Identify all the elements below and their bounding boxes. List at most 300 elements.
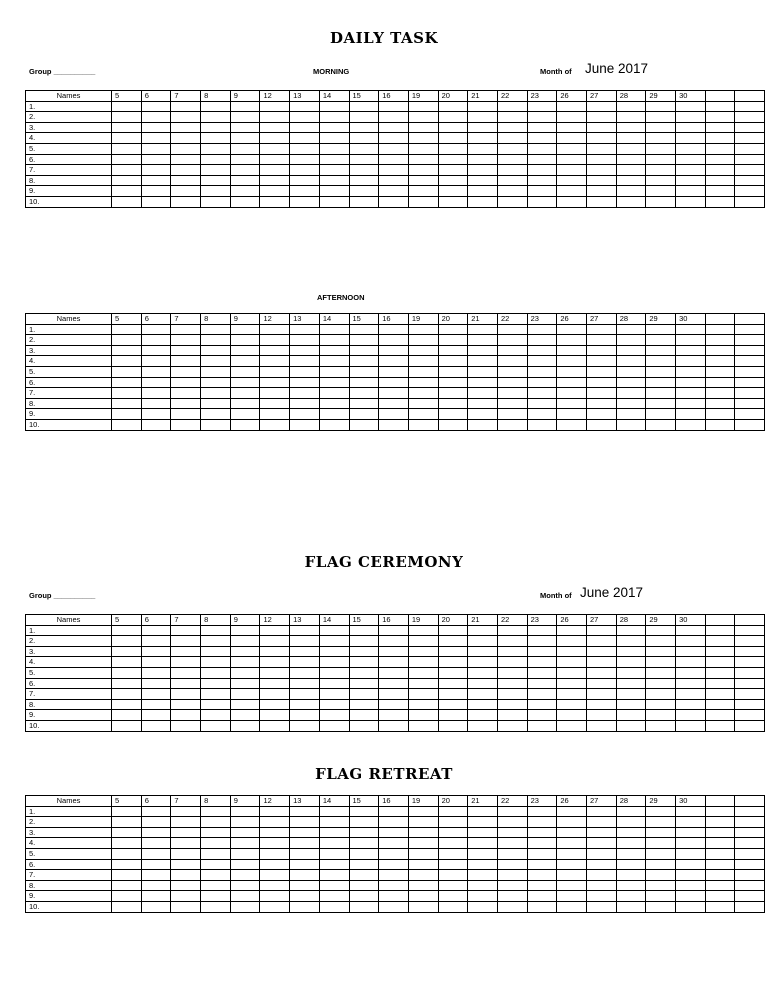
attendance-cell: [319, 678, 349, 689]
attendance-cell: [112, 154, 142, 165]
attendance-cell: [468, 324, 498, 335]
attendance-cell: [290, 657, 320, 668]
flag-retreat-table: [25, 795, 765, 913]
attendance-cell: [290, 646, 320, 657]
attendance-cell: [735, 636, 765, 647]
attendance-cell: [379, 667, 409, 678]
row-number: 5.: [26, 667, 112, 678]
attendance-cell: [735, 689, 765, 700]
attendance-cell: [527, 388, 557, 399]
attendance-cell: [587, 859, 617, 870]
attendance-cell: [557, 143, 587, 154]
attendance-cell: [349, 377, 379, 388]
attendance-cell: [616, 880, 646, 891]
attendance-cell: [112, 699, 142, 710]
attendance-cell: [616, 838, 646, 849]
row-number: 2.: [26, 112, 112, 123]
attendance-cell: [379, 870, 409, 881]
day-header: 5: [112, 91, 142, 102]
attendance-cell: [646, 122, 676, 133]
attendance-cell: [349, 806, 379, 817]
attendance-cell: [557, 398, 587, 409]
attendance-cell: [349, 636, 379, 647]
attendance-cell: [438, 345, 468, 356]
table-row: [26, 122, 765, 133]
attendance-cell: [260, 838, 290, 849]
attendance-cell: [468, 806, 498, 817]
attendance-cell: [735, 870, 765, 881]
attendance-cell: [230, 143, 260, 154]
attendance-cell: [646, 186, 676, 197]
attendance-cell: [735, 817, 765, 828]
attendance-cell: [557, 101, 587, 112]
attendance-cell: [646, 710, 676, 721]
attendance-cell: [201, 175, 231, 186]
attendance-cell: [438, 678, 468, 689]
attendance-cell: [735, 848, 765, 859]
attendance-cell: [438, 880, 468, 891]
attendance-cell: [260, 133, 290, 144]
attendance-cell: [438, 720, 468, 731]
attendance-cell: [379, 101, 409, 112]
attendance-cell: [171, 689, 201, 700]
attendance-cell: [408, 710, 438, 721]
row-number: 7.: [26, 388, 112, 399]
row-number: 5.: [26, 848, 112, 859]
attendance-cell: [646, 806, 676, 817]
attendance-cell: [349, 678, 379, 689]
table-row: [26, 806, 765, 817]
attendance-cell: [349, 133, 379, 144]
table-row: [26, 398, 765, 409]
table-header-row: [26, 796, 765, 807]
attendance-cell: [290, 324, 320, 335]
attendance-cell: [171, 657, 201, 668]
attendance-cell: [557, 154, 587, 165]
attendance-cell: [527, 625, 557, 636]
attendance-cell: [319, 699, 349, 710]
day-header: 16: [379, 796, 409, 807]
attendance-cell: [141, 689, 171, 700]
attendance-cell: [676, 409, 706, 420]
attendance-cell: [290, 133, 320, 144]
attendance-cell: [230, 175, 260, 186]
day-header: 29: [646, 615, 676, 626]
attendance-cell: [112, 324, 142, 335]
attendance-cell: [497, 101, 527, 112]
attendance-cell: [468, 699, 498, 710]
attendance-cell: [349, 186, 379, 197]
attendance-cell: [379, 324, 409, 335]
attendance-cell: [557, 848, 587, 859]
attendance-cell: [587, 366, 617, 377]
attendance-cell: [230, 398, 260, 409]
attendance-cell: [349, 356, 379, 367]
attendance-cell: [557, 356, 587, 367]
table-row: [26, 377, 765, 388]
attendance-cell: [468, 720, 498, 731]
attendance-cell: [735, 388, 765, 399]
attendance-cell: [468, 817, 498, 828]
attendance-cell: [319, 657, 349, 668]
attendance-cell: [201, 356, 231, 367]
attendance-cell: [379, 657, 409, 668]
attendance-cell: [438, 154, 468, 165]
attendance-cell: [349, 901, 379, 912]
attendance-cell: [497, 419, 527, 430]
day-header: 19: [408, 615, 438, 626]
attendance-cell: [735, 175, 765, 186]
table-row: [26, 678, 765, 689]
attendance-cell: [230, 880, 260, 891]
attendance-cell: [171, 646, 201, 657]
attendance-cell: [527, 154, 557, 165]
attendance-cell: [230, 165, 260, 176]
attendance-cell: [141, 165, 171, 176]
attendance-cell: [705, 646, 735, 657]
attendance-cell: [141, 848, 171, 859]
attendance-cell: [230, 324, 260, 335]
day-header: 26: [557, 91, 587, 102]
attendance-cell: [141, 817, 171, 828]
attendance-cell: [557, 689, 587, 700]
attendance-cell: [260, 848, 290, 859]
attendance-cell: [141, 870, 171, 881]
attendance-cell: [468, 143, 498, 154]
attendance-cell: [112, 398, 142, 409]
day-header: 12: [260, 615, 290, 626]
daily-task-month-label: Month of: [540, 67, 572, 76]
attendance-cell: [112, 419, 142, 430]
attendance-cell: [616, 699, 646, 710]
attendance-cell: [230, 419, 260, 430]
attendance-cell: [349, 827, 379, 838]
attendance-cell: [527, 377, 557, 388]
attendance-cell: [735, 366, 765, 377]
attendance-cell: [587, 388, 617, 399]
attendance-cell: [319, 848, 349, 859]
day-header: 8: [201, 91, 231, 102]
attendance-cell: [349, 817, 379, 828]
day-header: 8: [201, 796, 231, 807]
attendance-cell: [616, 165, 646, 176]
attendance-cell: [705, 817, 735, 828]
attendance-cell: [112, 657, 142, 668]
attendance-cell: [290, 165, 320, 176]
attendance-cell: [468, 657, 498, 668]
attendance-cell: [646, 827, 676, 838]
row-number: 7.: [26, 689, 112, 700]
attendance-cell: [260, 154, 290, 165]
table-row: [26, 817, 765, 828]
attendance-cell: [290, 817, 320, 828]
attendance-cell: [349, 689, 379, 700]
attendance-cell: [260, 678, 290, 689]
attendance-cell: [408, 720, 438, 731]
attendance-cell: [735, 377, 765, 388]
day-header: 15: [349, 615, 379, 626]
attendance-cell: [319, 806, 349, 817]
attendance-cell: [141, 678, 171, 689]
attendance-cell: [527, 646, 557, 657]
attendance-cell: [201, 186, 231, 197]
attendance-cell: [141, 122, 171, 133]
afternoon-label: AFTERNOON: [317, 293, 365, 302]
attendance-cell: [349, 165, 379, 176]
attendance-cell: [171, 720, 201, 731]
day-header: [735, 615, 765, 626]
attendance-cell: [171, 143, 201, 154]
attendance-cell: [616, 901, 646, 912]
attendance-cell: [141, 345, 171, 356]
attendance-cell: [349, 324, 379, 335]
attendance-cell: [260, 101, 290, 112]
attendance-cell: [616, 848, 646, 859]
day-header: 16: [379, 91, 409, 102]
attendance-cell: [497, 646, 527, 657]
attendance-cell: [290, 806, 320, 817]
attendance-cell: [260, 377, 290, 388]
attendance-cell: [616, 657, 646, 668]
attendance-cell: [379, 409, 409, 420]
day-header: 7: [171, 796, 201, 807]
attendance-cell: [319, 335, 349, 346]
row-number: 2.: [26, 817, 112, 828]
attendance-cell: [676, 880, 706, 891]
attendance-cell: [112, 625, 142, 636]
attendance-cell: [676, 388, 706, 399]
attendance-cell: [676, 689, 706, 700]
attendance-cell: [587, 848, 617, 859]
attendance-cell: [557, 870, 587, 881]
attendance-cell: [379, 335, 409, 346]
table-row: [26, 154, 765, 165]
attendance-cell: [319, 880, 349, 891]
day-header: 9: [230, 314, 260, 325]
attendance-cell: [112, 710, 142, 721]
attendance-cell: [112, 112, 142, 123]
day-header: 8: [201, 615, 231, 626]
attendance-cell: [438, 409, 468, 420]
attendance-cell: [616, 710, 646, 721]
day-header: 22: [497, 615, 527, 626]
attendance-cell: [468, 625, 498, 636]
day-header: 27: [587, 91, 617, 102]
attendance-cell: [646, 901, 676, 912]
attendance-cell: [408, 101, 438, 112]
attendance-cell: [705, 880, 735, 891]
attendance-cell: [408, 625, 438, 636]
attendance-cell: [587, 678, 617, 689]
attendance-cell: [676, 175, 706, 186]
attendance-cell: [112, 720, 142, 731]
day-header: [735, 796, 765, 807]
attendance-cell: [319, 838, 349, 849]
attendance-cell: [587, 699, 617, 710]
attendance-cell: [705, 636, 735, 647]
attendance-cell: [349, 101, 379, 112]
attendance-cell: [676, 133, 706, 144]
row-number: 6.: [26, 859, 112, 870]
attendance-cell: [646, 891, 676, 902]
attendance-cell: [319, 366, 349, 377]
attendance-cell: [379, 133, 409, 144]
attendance-cell: [290, 419, 320, 430]
attendance-cell: [349, 710, 379, 721]
attendance-cell: [201, 689, 231, 700]
row-number: 10.: [26, 901, 112, 912]
attendance-cell: [230, 817, 260, 828]
attendance-cell: [438, 366, 468, 377]
attendance-cell: [468, 409, 498, 420]
table-row: [26, 196, 765, 207]
attendance-cell: [527, 870, 557, 881]
attendance-cell: [290, 838, 320, 849]
row-number: 9.: [26, 891, 112, 902]
attendance-cell: [379, 646, 409, 657]
attendance-cell: [705, 133, 735, 144]
attendance-cell: [557, 388, 587, 399]
attendance-cell: [171, 165, 201, 176]
day-header: 19: [408, 796, 438, 807]
attendance-cell: [201, 366, 231, 377]
attendance-cell: [705, 699, 735, 710]
day-header: 23: [527, 91, 557, 102]
attendance-cell: [201, 345, 231, 356]
attendance-cell: [705, 388, 735, 399]
attendance-cell: [497, 143, 527, 154]
attendance-cell: [171, 419, 201, 430]
attendance-cell: [527, 101, 557, 112]
attendance-cell: [201, 891, 231, 902]
attendance-cell: [646, 143, 676, 154]
flag-ceremony-title: FLAG CEREMONY: [304, 553, 464, 571]
attendance-cell: [260, 880, 290, 891]
attendance-cell: [260, 699, 290, 710]
attendance-cell: [171, 186, 201, 197]
attendance-cell: [468, 366, 498, 377]
day-header: 22: [497, 91, 527, 102]
attendance-cell: [438, 356, 468, 367]
attendance-cell: [676, 196, 706, 207]
attendance-cell: [438, 112, 468, 123]
attendance-cell: [349, 667, 379, 678]
attendance-cell: [646, 133, 676, 144]
day-header: 14: [319, 314, 349, 325]
attendance-cell: [141, 838, 171, 849]
day-header: 29: [646, 796, 676, 807]
attendance-cell: [705, 838, 735, 849]
attendance-cell: [616, 806, 646, 817]
attendance-cell: [201, 667, 231, 678]
attendance-cell: [290, 880, 320, 891]
attendance-cell: [646, 636, 676, 647]
attendance-cell: [112, 356, 142, 367]
attendance-cell: [616, 175, 646, 186]
attendance-cell: [141, 901, 171, 912]
attendance-cell: [112, 848, 142, 859]
attendance-cell: [230, 667, 260, 678]
attendance-cell: [319, 827, 349, 838]
attendance-cell: [557, 880, 587, 891]
attendance-cell: [319, 667, 349, 678]
attendance-cell: [646, 324, 676, 335]
attendance-cell: [497, 870, 527, 881]
attendance-cell: [260, 657, 290, 668]
row-number: 6.: [26, 377, 112, 388]
daily-task-group-label: Group __________: [29, 67, 96, 76]
attendance-cell: [705, 101, 735, 112]
attendance-cell: [171, 806, 201, 817]
attendance-cell: [349, 720, 379, 731]
attendance-cell: [201, 335, 231, 346]
row-number: 9.: [26, 186, 112, 197]
attendance-cell: [379, 377, 409, 388]
attendance-cell: [171, 710, 201, 721]
table-row: [26, 356, 765, 367]
attendance-cell: [616, 335, 646, 346]
attendance-cell: [141, 625, 171, 636]
attendance-cell: [497, 409, 527, 420]
attendance-cell: [171, 356, 201, 367]
attendance-cell: [646, 335, 676, 346]
attendance-cell: [646, 720, 676, 731]
attendance-cell: [735, 122, 765, 133]
attendance-cell: [587, 335, 617, 346]
attendance-cell: [171, 324, 201, 335]
attendance-cell: [260, 112, 290, 123]
attendance-cell: [676, 101, 706, 112]
attendance-cell: [260, 324, 290, 335]
attendance-cell: [112, 196, 142, 207]
attendance-cell: [468, 133, 498, 144]
table-row: [26, 636, 765, 647]
attendance-cell: [587, 636, 617, 647]
day-header: 13: [290, 796, 320, 807]
attendance-cell: [438, 165, 468, 176]
attendance-cell: [171, 848, 201, 859]
attendance-cell: [290, 636, 320, 647]
attendance-cell: [319, 196, 349, 207]
attendance-cell: [319, 891, 349, 902]
attendance-cell: [349, 870, 379, 881]
attendance-cell: [290, 143, 320, 154]
attendance-cell: [408, 848, 438, 859]
attendance-cell: [468, 101, 498, 112]
attendance-cell: [557, 646, 587, 657]
attendance-cell: [705, 345, 735, 356]
attendance-cell: [171, 175, 201, 186]
attendance-cell: [319, 186, 349, 197]
day-header: 27: [587, 314, 617, 325]
attendance-cell: [141, 667, 171, 678]
row-number: 10.: [26, 720, 112, 731]
attendance-cell: [646, 817, 676, 828]
attendance-cell: [379, 122, 409, 133]
attendance-cell: [676, 186, 706, 197]
day-header: 7: [171, 615, 201, 626]
attendance-cell: [349, 891, 379, 902]
day-header: 20: [438, 91, 468, 102]
attendance-cell: [201, 827, 231, 838]
attendance-cell: [735, 143, 765, 154]
attendance-cell: [468, 710, 498, 721]
attendance-cell: [587, 817, 617, 828]
attendance-cell: [379, 901, 409, 912]
attendance-cell: [616, 122, 646, 133]
attendance-cell: [587, 345, 617, 356]
attendance-cell: [171, 133, 201, 144]
